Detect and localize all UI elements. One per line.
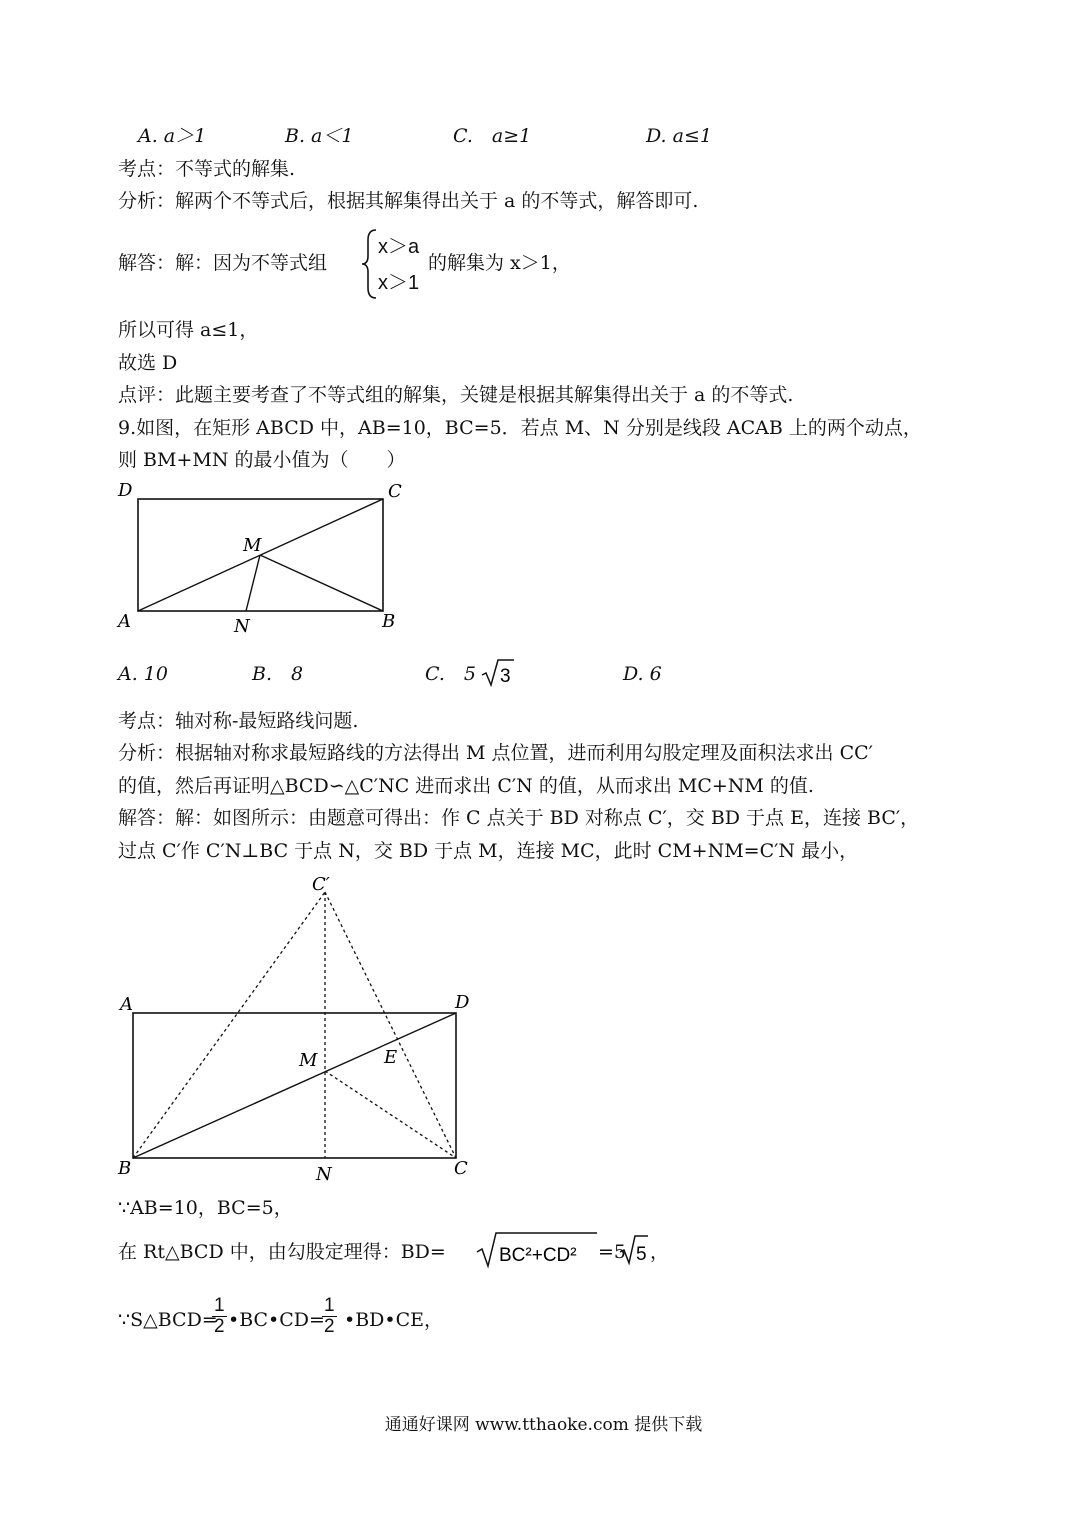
dashed-bcp	[133, 892, 325, 1158]
fraction-denominator: 2	[214, 1316, 225, 1337]
label-m: M	[243, 535, 262, 556]
system-row-1: x＞a	[378, 236, 420, 258]
option-b: B. a＜1	[285, 125, 354, 147]
left-brace-icon	[360, 228, 380, 300]
option-a: A. a＞1	[138, 125, 207, 147]
sqrt-bd-icon	[476, 1230, 598, 1270]
q8-line2: 故选 D	[118, 352, 178, 374]
system-row-2: x＞1	[378, 272, 420, 294]
q9-pyth-eq: =5	[598, 1241, 627, 1263]
q8-line1: 所以可得 a≤1，	[118, 319, 259, 341]
fraction-half-1	[212, 1296, 227, 1337]
label-n-2: N	[316, 1164, 332, 1185]
fraction-denominator-2: 2	[324, 1316, 335, 1337]
q9-option-b: B. 8	[252, 663, 304, 685]
label-b: B	[382, 611, 396, 632]
page-footer: 通通好课网 www.tthaoke.com 提供下载	[384, 1415, 703, 1435]
label-a: A	[118, 611, 131, 632]
q9-stem-1: 9.如图，在矩形 ABCD 中，AB=10，BC=5．若点 M、N 分别是线段 ACAB 上的两个动点，	[118, 417, 922, 439]
dashed-cpc	[325, 892, 456, 1158]
figure-1	[112, 476, 412, 636]
segment-mn	[246, 555, 260, 611]
q8-fenxi: 分析：解两个不等式后，根据其解集得出关于 a 的不等式，解答即可.	[118, 190, 699, 212]
q9-option-a: A. 10	[118, 663, 168, 685]
label-d-2: D	[455, 992, 470, 1013]
fraction-half-2	[322, 1296, 337, 1337]
figure-2	[112, 868, 482, 1188]
q9-area-pre: ∵S△BCD=	[118, 1309, 218, 1331]
sqrt-5-icon	[619, 1234, 649, 1266]
label-n: N	[234, 616, 250, 636]
label-c-2: C	[454, 1158, 468, 1179]
q9-kaodian: 考点：轴对称-最短路线问题.	[118, 710, 359, 732]
pyth-radicand: BC²+CD²	[499, 1245, 577, 1266]
q9-pyth-pre: 在 Rt△BCD 中，由勾股定理得：BD=	[118, 1241, 446, 1263]
label-c-prime: C′	[312, 874, 330, 895]
q9-fenxi-2: 的值，然后再证明△BCD∽△C′NC 进而求出 C′N 的值，从而求出 MC+NM 的值.	[118, 775, 814, 797]
q9-jieda-2: 过点 C′作 C′N⊥BC 于点 N，交 BD 于点 M，连接 MC，此时 CM+NM=C′N 最小，	[118, 840, 859, 862]
pyth-root: 5	[636, 1244, 647, 1265]
q8-kaodian: 考点：不等式的解集.	[118, 158, 296, 180]
q9-stem-2: 则 BM+MN 的最小值为（ ）	[118, 449, 406, 471]
fraction-numerator-2: 1	[324, 1295, 335, 1316]
q8-jieda-post: 的解集为 x＞1，	[428, 252, 571, 274]
q8-jieda-pre: 解答：解：因为不等式组	[118, 252, 328, 274]
segment-mb	[260, 555, 383, 611]
q9-pyth-end: ，	[650, 1241, 670, 1263]
label-d: D	[118, 480, 133, 501]
dashed-mc	[325, 1071, 456, 1158]
fraction-numerator: 1	[214, 1295, 225, 1316]
sqrt-icon	[481, 658, 515, 688]
option-c: C. a≥1	[453, 125, 532, 147]
label-c: C	[388, 481, 402, 502]
q9-area-end: •BD•CE，	[344, 1309, 444, 1331]
label-b-2: B	[118, 1158, 132, 1179]
sqrt-radicand: 3	[500, 666, 511, 687]
option-d: D. a≤1	[646, 125, 712, 147]
diagonal-bd	[133, 1013, 456, 1158]
q8-dianping: 点评：此题主要考查了不等式组的解集，关键是根据其解集得出关于 a 的不等式.	[118, 384, 794, 406]
q9-jieda-1: 解答：解：如图所示：由题意可得出：作 C 点关于 BD 对称点 C′，交 BD 于点 E，连接 BC′，	[118, 807, 920, 829]
q9-fenxi-1: 分析：根据轴对称求最短路线的方法得出 M 点位置，进而利用勾股定理及面积法求出 CC′	[118, 742, 873, 764]
label-m-2: M	[299, 1050, 318, 1071]
label-e: E	[384, 1047, 398, 1068]
q9-option-d: D. 6	[623, 663, 662, 685]
label-a-2: A	[120, 994, 133, 1015]
q9-area-mid: •BC•CD=	[228, 1309, 325, 1331]
q9-given: ∵AB=10，BC=5，	[118, 1197, 293, 1219]
q9-option-c: C. 5	[425, 663, 476, 685]
